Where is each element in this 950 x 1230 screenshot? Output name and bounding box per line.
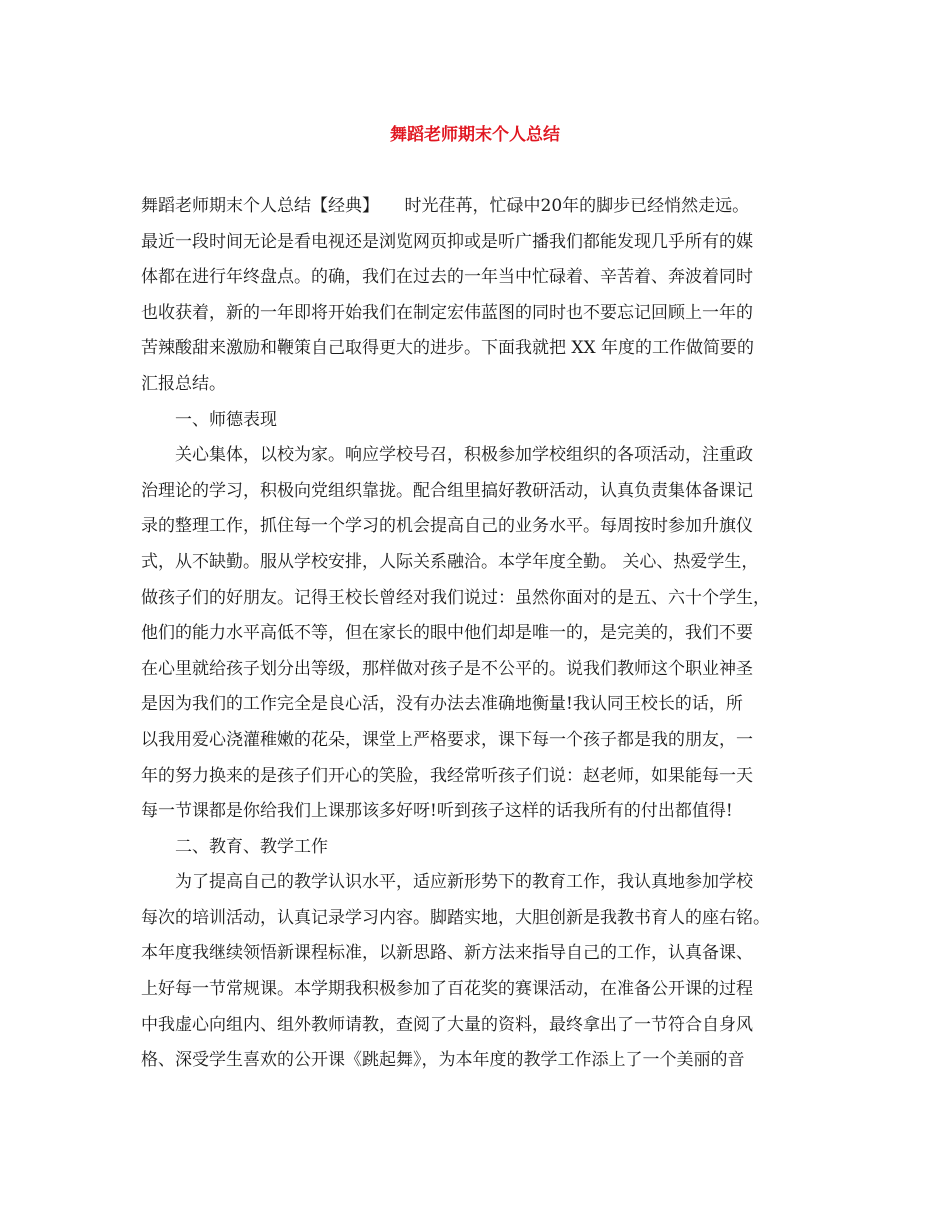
text-line: 苦辣酸甜来激励和鞭策自己取得更大的进步。下面我就把 XX 年度的工作做简要的 <box>141 338 755 359</box>
text-line: 二、教育、教学工作 <box>175 836 328 857</box>
document-title: 舞蹈老师期末个人总结 <box>390 125 560 145</box>
text-line: 在心里就给孩子划分出等级，那样做对孩子是不公平的。说我们教师这个职业神圣 <box>141 658 753 679</box>
text-line: 是因为我们的工作完全是良心活，没有办法去准确地衡量!我认同王校长的话，所 <box>141 694 743 715</box>
text-line: 本年度我继续领悟新课程标准，以新思路、新方法来指导自己的工作，认真备课、 <box>141 943 753 964</box>
text-line: 体都在进行年终盘点。的确，我们在过去的一年当中忙碌着、辛苦着、奔波着同时 <box>141 267 753 288</box>
text-line: 一、师德表现 <box>175 409 277 430</box>
text-line: 格、深受学生喜欢的公开课《跳起舞》，为本年度的教学工作添上了一个美丽的音 <box>141 1050 745 1071</box>
text-line: 最近一段时间无论是看电视还是浏览网页抑或是听广播我们都能发现几乎所有的媒 <box>141 231 753 252</box>
text-line: 每一节课都是你给我们上课那该多好呀!听到孩子这样的话我所有的付出都值得! <box>141 801 733 822</box>
text-line: 也收获着，新的一年即将开始我们在制定宏伟蓝图的同时也不要忘记回顾上一年的 <box>141 302 753 323</box>
document-body <box>141 189 821 1079</box>
text-line: 为了提高自己的教学认识水平，适应新形势下的教育工作，我认真地参加学校 <box>175 872 753 893</box>
text-line: 每次的培训活动，认真记录学习内容。脚踏实地，大胆创新是我教书育人的座右铭。 <box>141 907 770 928</box>
text-line: 上好每一节常规课。本学期我积极参加了百花奖的赛课活动，在准备公开课的过程 <box>141 979 753 1000</box>
text-line: 以我用爱心浇灌稚嫩的花朵，课堂上严格要求，课下每一个孩子都是我的朋友，一 <box>141 729 753 750</box>
text-line: 做孩子们的好朋友。记得王校长曾经对我们说过：虽然你面对的是五、六十个学生， <box>141 587 770 608</box>
text-line: 舞蹈老师期末个人总结【经典】 时光荏苒，忙碌中20年的脚步已经悄然走远。 <box>141 196 750 216</box>
text-line: 汇报总结。 <box>141 373 226 394</box>
text-line: 式，从不缺勤。服从学校安排，人际关系融洽。本学年度全勤。 关心、热爱学生， <box>141 551 759 572</box>
text-line: 年的努力换来的是孩子们开心的笑脸，我经常听孩子们说：赵老师，如果能每一天 <box>141 765 753 786</box>
text-line: 治理论的学习，积极向党组织靠拢。配合组里搞好教研活动，认真负责集体备课记 <box>141 480 753 501</box>
text-line: 录的整理工作，抓住每一个学习的机会提高自己的业务水平。每周按时参加升旗仪 <box>141 516 753 537</box>
text-line: 关心集体，以校为家。响应学校号召，积极参加学校组织的各项活动，注重政 <box>175 445 753 466</box>
text-line: 中我虚心向组内、组外教师请教，查阅了大量的资料，最终拿出了一节符合自身风 <box>141 1014 753 1035</box>
text-line: 他们的能力水平高低不等，但在家长的眼中他们却是唯一的，是完美的，我们不要 <box>141 623 753 644</box>
